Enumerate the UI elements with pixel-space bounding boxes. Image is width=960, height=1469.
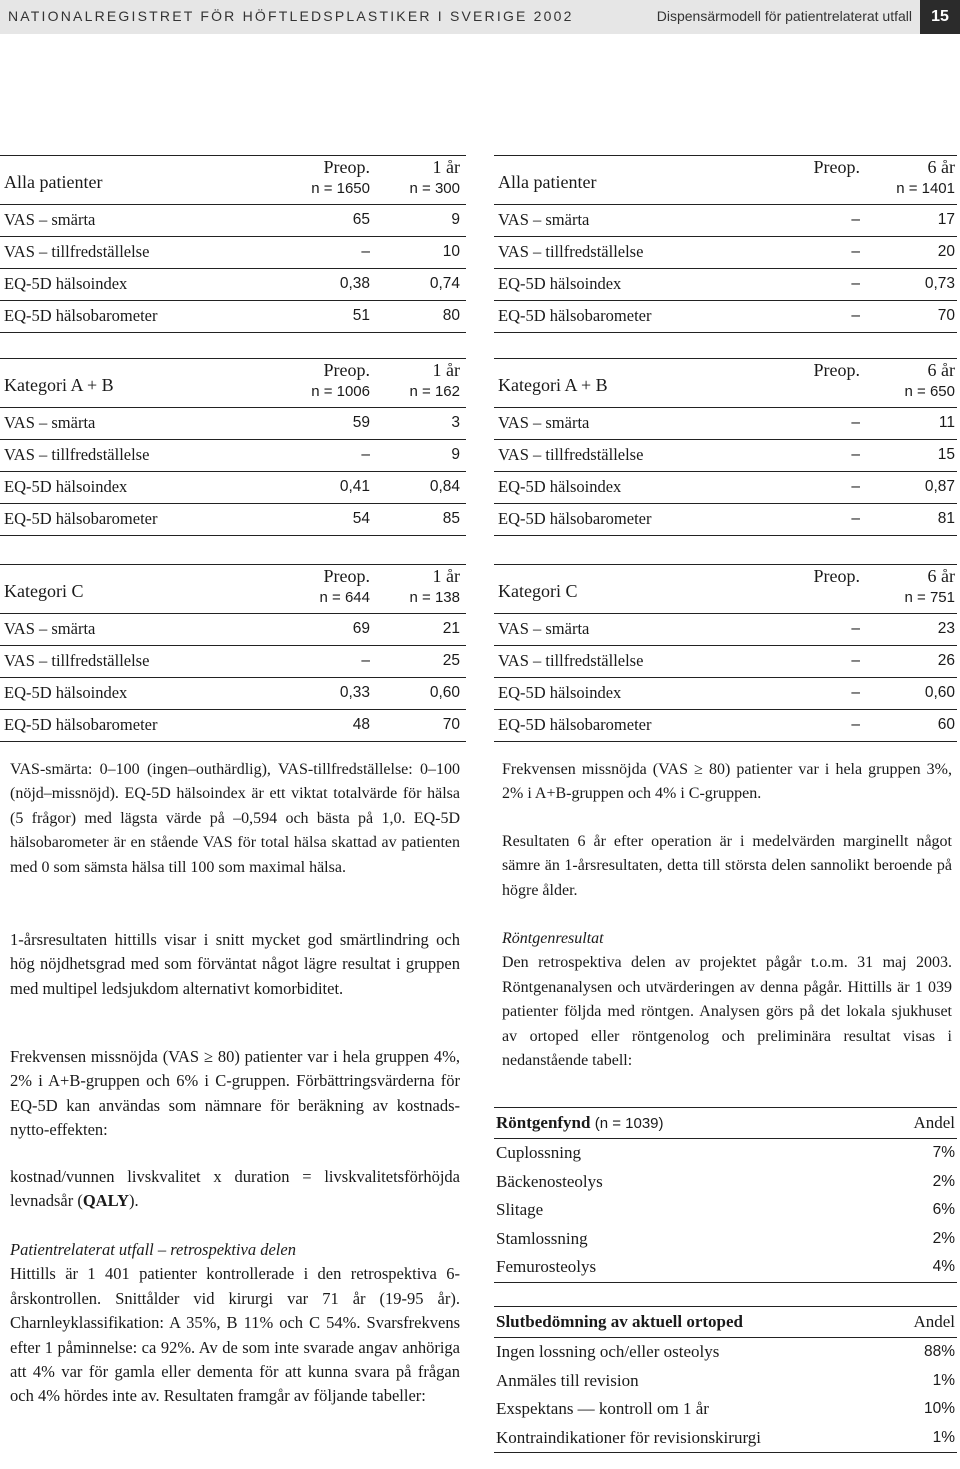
row-label: VAS – tillfredställelse — [498, 651, 644, 670]
value-followup: 20 — [937, 243, 955, 260]
column-header-followup — [905, 565, 955, 609]
row-label: VAS – smärta — [498, 210, 590, 229]
final-header-share: Andel — [913, 1312, 955, 1331]
retrospective-section — [10, 1238, 460, 1409]
value-followup: 10 — [442, 243, 460, 260]
column-n: n = 300 — [409, 180, 460, 197]
table-row — [494, 503, 957, 536]
table-title: Kategori C — [4, 581, 84, 601]
table-row — [0, 204, 466, 236]
qaly-formula — [10, 1165, 460, 1214]
row-label: EQ-5D hälsobarometer — [498, 715, 652, 734]
row-value: 2% — [932, 1172, 955, 1190]
xray-text: Den retrospektiva delen av projektet pågår t.o.m. 31 maj 2003. Röntgenanalysen och utvärderingen av denna pågår. Hittills är 1 039 patienter följda med röntgen. Analysen görs på det lokala sjukhuset av ortoped eller röntgenolog och preliminära resultat visas i nedanstående tabell: — [502, 954, 952, 1070]
table-row — [494, 1395, 957, 1424]
table-category-ab-6yr — [494, 358, 957, 536]
row-label: VAS – tillfredställelse — [498, 242, 644, 261]
column-n: n = 751 — [904, 589, 955, 606]
value-followup: 21 — [442, 620, 460, 637]
row-label: Kontraindikationer för revisionskirurgi — [496, 1427, 762, 1447]
table-row — [494, 1139, 957, 1168]
table-row — [494, 236, 957, 268]
six-year-results-paragraph: Resultaten 6 år efter operation är i medelvärden marginellt något sämre än 1-årsresultaten, detta till största delen sannolikt beroende på högre ålder. — [502, 833, 952, 899]
dissatisfaction-paragraph: Frekvensen missnöjda (VAS ≥ 80) patienter var i hela gruppen 4%, 2% i A+B-gruppen och 6% i C-gruppen. Förbättringsvärderna för EQ-5D kan användas som nämnare för beräkning av kostnads-nytto-effekten: — [10, 1047, 460, 1140]
table-header — [494, 1306, 957, 1338]
value-preop: – — [851, 620, 860, 637]
retrospective-heading: Patientrelaterat utfall – retrospektiva delen — [10, 1240, 296, 1259]
column-label: 6 år — [927, 566, 955, 586]
row-label: VAS – smärta — [498, 619, 590, 638]
table-title: Alla patienter — [4, 172, 103, 192]
table-row — [494, 1424, 957, 1454]
table-category-c-1yr — [0, 564, 466, 742]
table-header — [494, 1107, 957, 1139]
column-n: n = 650 — [904, 383, 955, 400]
column-label: 1 år — [432, 157, 460, 177]
column-header-preop — [814, 156, 861, 178]
table-row — [494, 1225, 957, 1254]
row-label: EQ-5D hälsoindex — [498, 274, 622, 293]
column-header-preop — [311, 359, 370, 403]
row-value: 7% — [932, 1144, 955, 1161]
column-n: n = 1006 — [311, 383, 370, 400]
table-row — [494, 677, 957, 709]
column-n: n = 162 — [409, 383, 460, 400]
table-row — [0, 677, 466, 709]
six-year-dissatisfaction-paragraph: Frekvensen missnöjda (VAS ≥ 80) patienter var i hela gruppen 3%, 2% i A+B-gruppen och 4% i C-gruppen. — [502, 761, 952, 803]
column-label: 1 år — [432, 566, 460, 586]
qaly-text-post: ). — [129, 1191, 139, 1211]
value-followup: 70 — [442, 716, 460, 733]
final-assessment-table — [494, 1306, 957, 1453]
value-followup: 80 — [442, 307, 460, 324]
column-header-preop — [320, 565, 370, 609]
value-followup: 11 — [938, 414, 955, 431]
value-preop: – — [851, 211, 860, 228]
qaly-text-pre: kostnad/vunnen livskvalitet x duration = livskvalitetsförhöjda levnadsår ( — [10, 1167, 460, 1211]
value-preop: – — [851, 414, 860, 431]
value-followup: 0,74 — [429, 275, 460, 292]
value-followup: 26 — [937, 652, 955, 669]
row-label: VAS – tillfredställelse — [4, 242, 150, 261]
column-label: Preop. — [813, 566, 860, 586]
row-value: 6% — [932, 1201, 955, 1219]
column-header-preop — [311, 156, 370, 200]
column-label: Preop. — [813, 360, 860, 380]
value-followup: 9 — [451, 446, 460, 463]
row-label: Anmäles till revision — [496, 1370, 639, 1390]
value-followup: 0,60 — [429, 684, 460, 701]
table-row — [0, 268, 466, 300]
row-label: EQ-5D hälsobarometer — [498, 509, 652, 528]
value-preop: – — [851, 652, 860, 669]
column-header-preop — [814, 565, 861, 587]
table-header — [0, 358, 466, 407]
table-header — [494, 564, 957, 613]
final-header-label: Slutbedömning av aktuell ortoped — [496, 1312, 744, 1331]
row-label: EQ-5D hälsoindex — [498, 477, 622, 496]
row-label: EQ-5D hälsoindex — [4, 683, 128, 702]
row-value: 1% — [932, 1371, 955, 1389]
row-label: EQ-5D hälsobarometer — [4, 509, 158, 528]
value-preop: – — [361, 652, 370, 669]
xray-header-n: (n = 1039) — [594, 1115, 664, 1132]
value-preop: 0,38 — [339, 275, 370, 292]
column-label: 6 år — [927, 360, 955, 380]
xray-findings-table — [494, 1107, 957, 1283]
table-row — [494, 300, 957, 333]
page-number: 15 — [920, 0, 960, 34]
table-row — [0, 503, 466, 536]
value-preop: – — [851, 510, 860, 527]
row-value: 10% — [923, 1400, 955, 1418]
table-category-ab-1yr — [0, 358, 466, 536]
value-preop: – — [851, 716, 860, 733]
row-label: VAS – tillfredställelse — [498, 445, 644, 464]
row-label: VAS – smärta — [4, 210, 96, 229]
column-label: 6 år — [927, 157, 955, 177]
table-title: Kategori A + B — [4, 375, 114, 395]
value-followup: 0,73 — [924, 275, 955, 292]
row-label: EQ-5D hälsobarometer — [4, 715, 158, 734]
row-value: 88% — [923, 1343, 955, 1360]
value-preop: – — [851, 446, 860, 463]
value-preop: 54 — [352, 510, 370, 527]
row-label: VAS – tillfredställelse — [4, 445, 150, 464]
row-label: Ingen lossning och/eller osteolys — [496, 1342, 720, 1361]
table-header — [494, 358, 957, 407]
value-preop: – — [851, 307, 860, 324]
table-row — [494, 204, 957, 236]
table-row — [0, 471, 466, 503]
value-preop: – — [851, 275, 860, 292]
column-label: Preop. — [323, 360, 370, 380]
column-label: 1 år — [432, 360, 460, 380]
table-all-patients-1yr — [0, 155, 466, 333]
value-followup: 60 — [937, 716, 955, 733]
table-row — [494, 709, 957, 742]
table-category-c-6yr — [494, 564, 957, 742]
table-row — [494, 1196, 957, 1225]
table-header — [494, 155, 957, 204]
column-n: n = 138 — [409, 589, 460, 606]
value-followup: 0,87 — [924, 478, 955, 495]
table-header — [0, 564, 466, 613]
table-row — [494, 471, 957, 503]
column-label: Preop. — [813, 157, 860, 177]
value-preop: – — [851, 243, 860, 260]
value-followup: 23 — [937, 620, 955, 637]
row-label: Exspektans — kontroll om 1 år — [496, 1399, 709, 1419]
value-preop: 59 — [352, 414, 370, 431]
row-value: 1% — [932, 1428, 955, 1446]
value-preop: – — [851, 478, 860, 495]
table-row — [0, 439, 466, 471]
value-followup: 81 — [937, 510, 955, 527]
column-header-followup — [905, 359, 955, 403]
table-row — [494, 645, 957, 677]
value-followup: 3 — [451, 414, 460, 431]
row-label: Bäckenosteolys — [496, 1171, 603, 1191]
row-label: Femurosteolys — [496, 1257, 597, 1277]
value-preop: 65 — [352, 211, 370, 228]
column-header-followup — [410, 156, 460, 200]
table-row — [0, 645, 466, 677]
value-preop: 48 — [352, 716, 370, 733]
table-row — [494, 268, 957, 300]
column-n: n = 1401 — [896, 180, 955, 197]
table-all-patients-6yr — [494, 155, 957, 333]
xray-section — [502, 927, 952, 1073]
section-title: Dispensärmodell för patientrelaterat utfall — [656, 8, 912, 24]
value-preop: – — [851, 684, 860, 701]
table-title: Kategori C — [498, 581, 578, 601]
column-n: n = 1650 — [311, 180, 370, 197]
table-title: Alla patienter — [498, 172, 597, 192]
page-header — [0, 0, 960, 34]
row-label: VAS – smärta — [4, 413, 96, 432]
row-value: 2% — [932, 1229, 955, 1247]
row-label: EQ-5D hälsoindex — [4, 274, 128, 293]
value-followup: 17 — [937, 211, 955, 228]
vas-explanation: VAS-smärta: 0–100 (ingen–outhärdlig), VAS-tillfredställelse: 0–100 (nöjd–missnöjd). EQ-5D hälsoindex är ett viktat totalvärde för hälsa (5 frågor) med lägsta värde på –0,594 och bästa på 1,0. EQ-5D hälsobarometer är en stående VAS för total hälsa skattad av patienten med 0 som sämsta hälsa till 100 som maximal hälsa. — [10, 761, 460, 876]
table-row — [494, 1367, 957, 1396]
row-label: VAS – smärta — [498, 413, 590, 432]
table-row — [494, 1338, 957, 1367]
table-row — [494, 613, 957, 645]
row-label: Slitage — [496, 1200, 544, 1220]
column-label: Preop. — [323, 157, 370, 177]
column-label: Preop. — [323, 566, 370, 586]
value-preop: 0,41 — [339, 478, 370, 495]
xray-heading: Röntgenresultat — [502, 930, 604, 947]
row-label: EQ-5D hälsobarometer — [4, 306, 158, 325]
table-row — [494, 439, 957, 471]
row-label: EQ-5D hälsoindex — [4, 477, 128, 496]
value-preop: – — [361, 243, 370, 260]
table-row — [0, 236, 466, 268]
final-rows — [494, 1338, 957, 1453]
value-followup: 15 — [937, 446, 955, 463]
row-label: Stamlossning — [496, 1228, 588, 1248]
row-label: Cuplossning — [496, 1143, 582, 1162]
value-preop: – — [361, 446, 370, 463]
xray-header-share: Andel — [913, 1113, 955, 1132]
table-row — [0, 709, 466, 742]
column-header-followup — [896, 156, 955, 200]
column-header-followup — [410, 359, 460, 403]
column-n: n = 644 — [319, 589, 370, 606]
row-label: VAS – tillfredställelse — [4, 651, 150, 670]
table-row — [494, 407, 957, 439]
row-label: EQ-5D hälsobarometer — [498, 306, 652, 325]
row-label: VAS – smärta — [4, 619, 96, 638]
value-preop: 69 — [352, 620, 370, 637]
value-followup: 9 — [451, 211, 460, 228]
row-label: EQ-5D hälsoindex — [498, 683, 622, 702]
table-row — [494, 1168, 957, 1197]
xray-header-label: Röntgenfynd — [496, 1113, 591, 1132]
value-preop: 0,33 — [339, 684, 370, 701]
table-row — [0, 407, 466, 439]
value-followup: 70 — [937, 307, 955, 324]
row-value: 4% — [932, 1258, 955, 1276]
value-followup: 0,60 — [924, 684, 955, 701]
table-title: Kategori A + B — [498, 375, 608, 395]
value-preop: 51 — [352, 307, 370, 324]
value-followup: 85 — [442, 510, 460, 527]
retrospective-text: Hittills är 1 401 patienter kontrollerade i den retrospektiva 6-årskontrollen. Snittålder vid kirurgi var 71 år (19-95 år). Charnleyklassifikation: A 35%, B 11% och C 54%. Svarsfrekvens efter 1 påminnelse: ca 92%. Av de som inte svarade angav anhöriga att 4% var för gamla eller dementa för att kunna svara på frågan och 4% hördes inte av. Resultaten framgår av följande tabeller: — [10, 1264, 460, 1406]
value-followup: 25 — [442, 652, 460, 669]
table-header — [0, 155, 466, 204]
one-year-results-paragraph: 1-årsresultaten hittills visar i snitt mycket god smärtlindring och hög nöjdhetsgrad med som förväntat något lägre resultat i gruppen med multipel ledsjukdom alternativt komorbiditet. — [10, 930, 460, 998]
column-header-preop — [814, 359, 861, 381]
table-row — [494, 1253, 957, 1283]
qaly-abbreviation: QALY — [82, 1191, 130, 1211]
table-row — [0, 613, 466, 645]
xray-rows — [494, 1139, 957, 1283]
report-title: NATIONALREGISTRET FÖR HÖFTLEDSPLASTIKER I SVERIGE 2002 — [8, 8, 574, 24]
column-header-followup — [410, 565, 460, 609]
value-followup: 0,84 — [429, 478, 460, 495]
table-row — [0, 300, 466, 333]
